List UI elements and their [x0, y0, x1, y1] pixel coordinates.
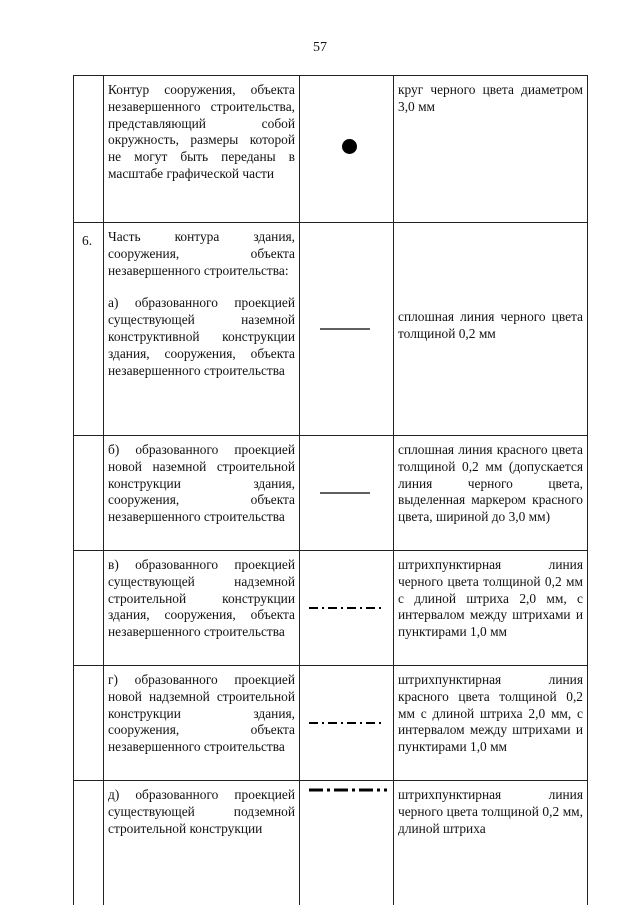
row-description-item: а) образованного проекцией существующей наземной конструктивной конструкции здания, сооружения, объекта незавершенного строительства: [108, 295, 295, 378]
filled-circle-icon: [342, 139, 357, 154]
row-description: г) образованного проекцией новой надземной строительной конструкции здания, сооружения, объекта незавершенного строительства: [104, 666, 300, 781]
row-specification: штрихпунктирная линия красного цвета толщиной 0,2 мм с длиной штриха 2,0 мм, с интервалом между штрихами и пунктирами 1,0 мм: [394, 666, 588, 781]
table-row: [74, 76, 588, 223]
row-specification-text: сплошная линия черного цвета толщиной 0,2 мм: [398, 309, 583, 341]
table-row: [74, 781, 588, 905]
row-number: [74, 666, 104, 781]
row-number: [74, 551, 104, 666]
row-symbol: [300, 666, 394, 781]
dash-dot-line-icon: [309, 720, 385, 726]
row-specification: штрихпунктирная линия черного цвета толщиной 0,2 мм, длиной штриха: [394, 781, 588, 905]
row-description: Контур сооружения, объекта незавершенного строительства, представляющий собой окружность, размеры которой не могут быть переданы в масштабе графической части: [104, 76, 300, 223]
solid-line-icon: [317, 491, 377, 495]
solid-line-icon: [317, 327, 377, 331]
row-description: в) образованного проекцией существующей надземной строительной конструкции здания, сооружения, объекта незавершенного строительства: [104, 551, 300, 666]
row-number: [74, 436, 104, 551]
row-number: [74, 781, 104, 905]
row-symbol: [300, 76, 394, 223]
row-symbol: [300, 223, 394, 436]
table-row: [74, 551, 588, 666]
row-specification: сплошная линия красного цвета толщиной 0,2 мм (допускается линия черного цвета, выделенная маркером красного цвета, шириной до 3,0 мм): [394, 436, 588, 551]
dash-dot-line-icon: [309, 605, 385, 611]
table-row: [74, 666, 588, 781]
page-number: 57: [313, 40, 327, 55]
row-description-intro: Часть контура здания, сооружения, объекта незавершенного строительства:: [108, 229, 295, 278]
row-description: [104, 223, 300, 436]
symbols-table: [73, 75, 588, 905]
row-description: д) образованного проекцией существующей подземной строительной конструкции: [104, 781, 300, 905]
row-symbol: [300, 436, 394, 551]
table-row: [74, 223, 588, 436]
table-row: [74, 436, 588, 551]
row-number: 6.: [74, 223, 104, 436]
row-specification: круг черного цвета диаметром 3,0 мм: [394, 76, 588, 223]
row-specification: [394, 223, 588, 436]
heavy-dash-dot-line-icon: [307, 787, 387, 793]
row-number: [74, 76, 104, 223]
row-symbol: [300, 551, 394, 666]
row-specification: штрихпунктирная линия черного цвета толщиной 0,2 мм с длиной штриха 2,0 мм, с интервалом между штрихами и пунктирами 1,0 мм: [394, 551, 588, 666]
row-description: б) образованного проекцией новой наземной строительной конструкции здания, сооружения, объекта незавершенного строительства: [104, 436, 300, 551]
row-symbol: [300, 781, 394, 905]
